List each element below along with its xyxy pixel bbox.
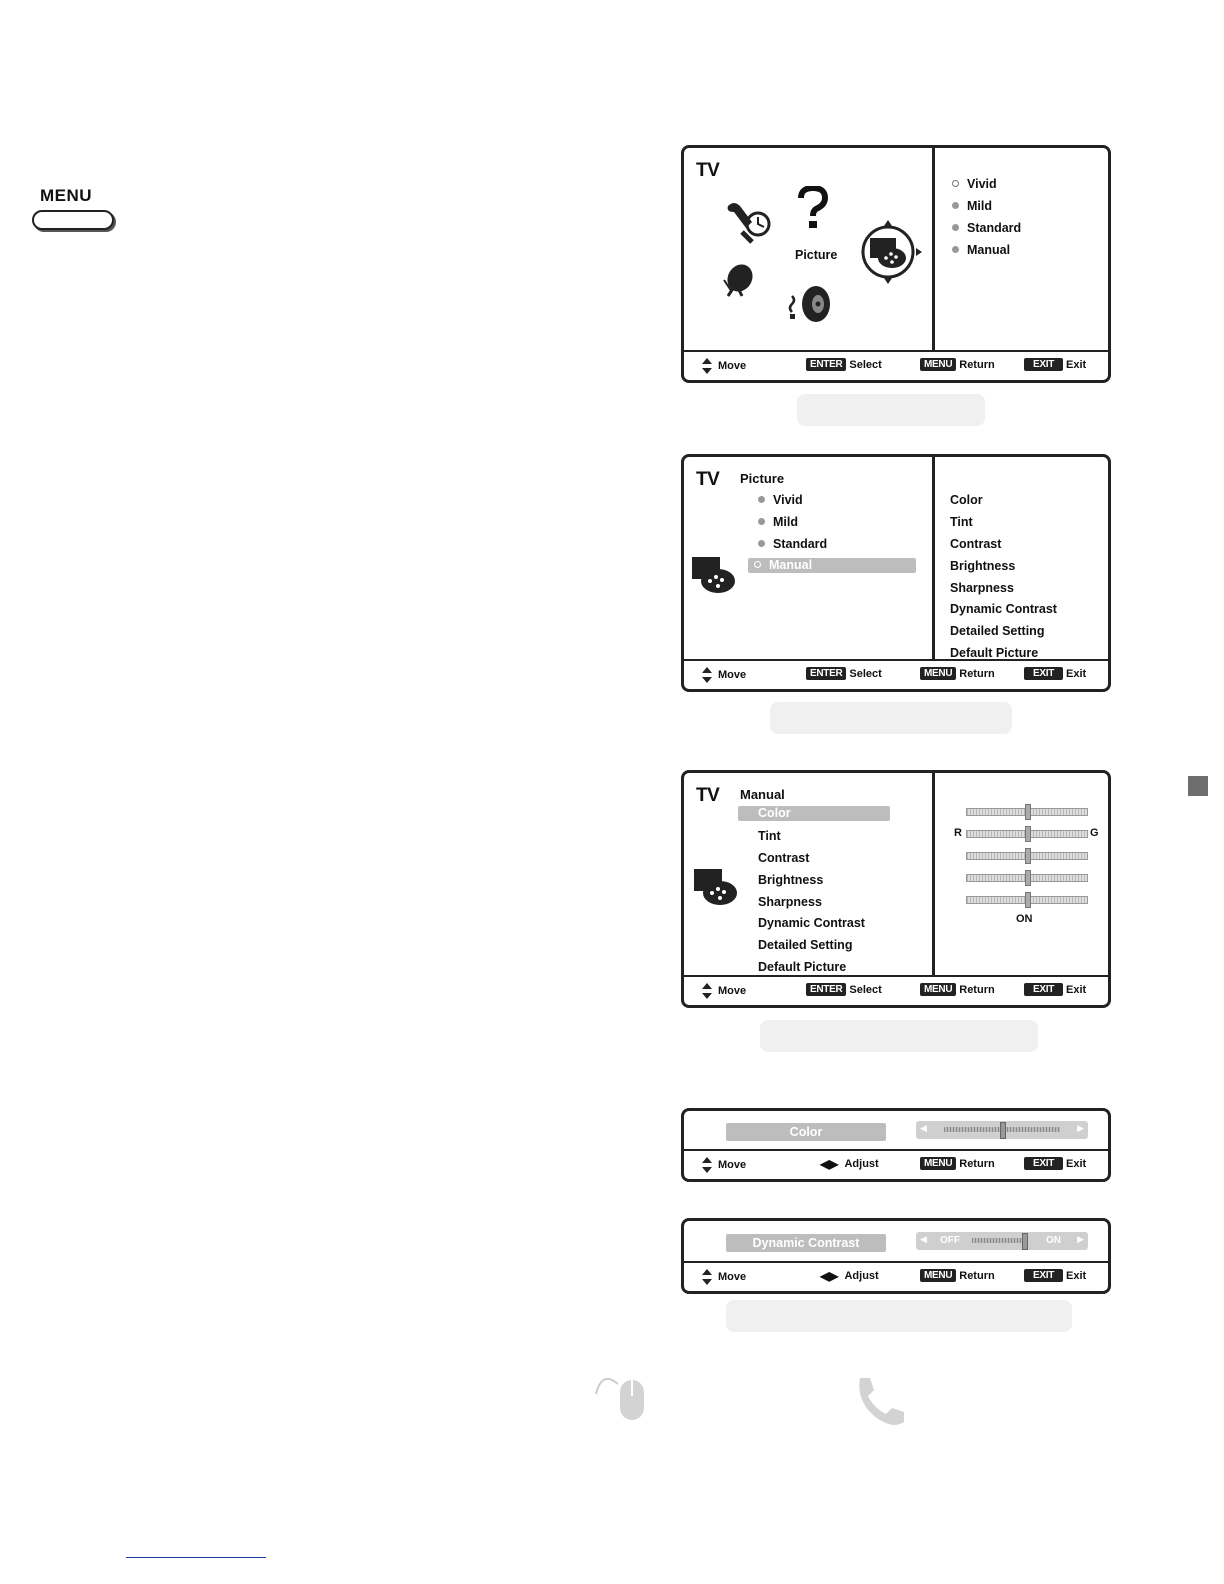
question-icon[interactable] — [796, 186, 830, 230]
nav-return[interactable] — [920, 983, 995, 996]
nav-adjust — [820, 1269, 879, 1283]
slider-knob[interactable] — [1025, 848, 1031, 864]
nav-return-label: Return — [959, 358, 995, 371]
exit-key: EXIT — [1024, 358, 1063, 371]
setting-item[interactable]: Detailed Setting — [758, 938, 853, 952]
menu-key-button — [32, 210, 114, 230]
nav-adjust-label: Adjust — [844, 1270, 879, 1282]
setting-item[interactable]: Sharpness — [758, 895, 822, 909]
on-label: ON — [1046, 1235, 1061, 1246]
panel-divider — [932, 148, 935, 352]
nav-exit[interactable] — [1024, 1157, 1086, 1170]
mode-vivid[interactable] — [758, 493, 803, 507]
nav-select[interactable] — [806, 358, 882, 371]
tint-right-label: G — [1090, 827, 1099, 839]
updown-arrow-icon — [702, 1157, 712, 1173]
slider-knob[interactable] — [1022, 1233, 1028, 1250]
osd-title: TV — [696, 469, 720, 490]
option-vivid[interactable] — [952, 177, 997, 191]
option-manual[interactable] — [952, 243, 1010, 257]
nav-move — [702, 1157, 746, 1173]
setting-color-selected[interactable]: Color — [738, 806, 890, 821]
exit-key: EXIT — [1024, 983, 1063, 996]
setting-item[interactable]: Sharpness — [950, 581, 1014, 595]
dynamic-contrast-label-box: Dynamic Contrast — [726, 1234, 886, 1252]
sharpness-slider[interactable] — [966, 896, 1088, 904]
exit-key: EXIT — [1024, 1269, 1063, 1282]
nav-move-label: Move — [718, 669, 747, 681]
osd-manual-menu — [681, 770, 1111, 1008]
nav-adjust-label: Adjust — [844, 1158, 879, 1170]
breadcrumb: Manual — [740, 787, 785, 802]
osd-picture-menu — [681, 454, 1111, 692]
menu-key — [30, 186, 116, 238]
slider-knob[interactable] — [1025, 870, 1031, 886]
radio-icon — [758, 496, 765, 503]
updown-arrow-icon — [702, 358, 712, 374]
radio-icon — [758, 540, 765, 547]
mode-label: Manual — [769, 558, 813, 572]
mode-label: Standard — [773, 537, 828, 551]
left-right-arrow-icon: ◀▶ — [820, 1269, 839, 1283]
phone-icon — [852, 1374, 908, 1430]
osd-color-adjust — [681, 1108, 1111, 1182]
nav-adjust — [820, 1157, 879, 1171]
menu-key-badge: MENU — [920, 1269, 956, 1282]
radio-icon — [952, 202, 959, 209]
osd-nav-bar — [684, 1151, 1108, 1179]
menu-key-badge: MENU — [920, 1157, 956, 1170]
osd-nav-bar — [684, 1263, 1108, 1291]
nav-exit[interactable] — [1024, 358, 1086, 371]
nav-move-label: Move — [718, 360, 747, 372]
exit-key: EXIT — [1024, 1157, 1063, 1170]
nav-return-label: Return — [959, 1157, 995, 1170]
mode-mild[interactable] — [758, 515, 798, 529]
dynamic-contrast-toggle[interactable] — [916, 1232, 1088, 1250]
nav-exit[interactable] — [1024, 667, 1086, 680]
picture-menu-label: Picture — [795, 248, 838, 262]
mouse-icon — [592, 1366, 650, 1426]
radio-icon — [952, 224, 959, 231]
nav-select-label: Select — [849, 358, 882, 371]
color-slider[interactable] — [966, 808, 1088, 816]
nav-return[interactable] — [920, 1157, 995, 1170]
osd-nav-bar — [684, 661, 1108, 689]
mode-label: Vivid — [773, 493, 803, 507]
picture-palette-icon — [692, 867, 740, 909]
nav-exit-label: Exit — [1066, 667, 1087, 680]
setting-item[interactable]: Default Picture — [758, 960, 847, 974]
osd-nav-bar — [684, 977, 1108, 1005]
setting-item[interactable]: Brightness — [950, 559, 1016, 573]
osd-title: TV — [696, 785, 720, 806]
slider-knob[interactable] — [1000, 1122, 1006, 1139]
mode-manual-selected[interactable] — [748, 558, 916, 573]
slider-track — [972, 1238, 1026, 1243]
nav-exit-label: Exit — [1066, 1157, 1087, 1170]
nav-move-label: Move — [718, 985, 747, 997]
osd-nav-bar — [684, 352, 1108, 380]
wrench-clock-icon[interactable] — [724, 198, 774, 246]
left-right-arrow-icon: ◀▶ — [820, 1157, 839, 1171]
setting-item[interactable]: Default Picture — [950, 646, 1039, 660]
dynamic-contrast-value: ON — [1016, 913, 1033, 925]
nav-move — [702, 1269, 746, 1285]
speaker-icon[interactable] — [788, 282, 834, 326]
caption-placeholder-2 — [770, 702, 1012, 734]
menu-key-badge: MENU — [920, 667, 956, 680]
color-adjust-slider[interactable] — [916, 1121, 1088, 1139]
nav-exit-label: Exit — [1066, 983, 1087, 996]
breadcrumb: Picture — [740, 471, 785, 486]
caption-placeholder-3 — [760, 1020, 1038, 1052]
nav-return-label: Return — [959, 983, 995, 996]
radio-icon — [754, 561, 761, 568]
tint-left-label: R — [954, 827, 962, 839]
caption-placeholder-1 — [797, 394, 985, 426]
option-label: Mild — [967, 199, 992, 213]
panel-divider — [932, 457, 935, 661]
mode-label: Mild — [773, 515, 798, 529]
section-tab-marker — [1188, 776, 1208, 796]
radio-icon — [952, 246, 959, 253]
right-arrow-icon[interactable]: ▶ — [1077, 1234, 1084, 1244]
brightness-slider[interactable] — [966, 874, 1088, 882]
nav-return[interactable] — [920, 667, 995, 680]
nav-select[interactable] — [806, 667, 882, 680]
radio-icon — [952, 180, 959, 187]
option-label: Vivid — [967, 177, 997, 191]
nav-exit-label: Exit — [1066, 358, 1087, 371]
menu-key-label: MENU — [40, 186, 93, 205]
mode-standard[interactable] — [758, 537, 827, 551]
option-mild[interactable] — [952, 199, 992, 213]
nav-return[interactable] — [920, 358, 995, 371]
contrast-slider[interactable] — [966, 852, 1088, 860]
caption-placeholder-4 — [726, 1300, 1072, 1332]
setting-item[interactable]: Detailed Setting — [950, 624, 1045, 638]
nav-exit[interactable] — [1024, 983, 1086, 996]
setting-item[interactable]: Tint — [758, 829, 781, 843]
menu-key-badge: MENU — [920, 358, 956, 371]
nav-select-label: Select — [849, 983, 882, 996]
setting-item[interactable]: Tint — [950, 515, 973, 529]
left-arrow-icon[interactable]: ◀ — [920, 1123, 927, 1133]
osd-title: TV — [696, 160, 720, 181]
updown-arrow-icon — [702, 1269, 712, 1285]
slider-knob[interactable] — [1025, 804, 1031, 820]
nav-move — [702, 358, 746, 374]
footer-link-underline — [126, 1557, 266, 1558]
setting-item[interactable]: Color — [950, 493, 983, 507]
nav-move — [702, 983, 746, 999]
nav-return[interactable] — [920, 1269, 995, 1282]
left-arrow-icon[interactable]: ◀ — [920, 1234, 927, 1244]
tint-slider[interactable] — [966, 830, 1088, 838]
osd-dynamic-contrast-adjust — [681, 1218, 1111, 1294]
nav-select[interactable] — [806, 983, 882, 996]
nav-select-label: Select — [849, 667, 882, 680]
updown-arrow-icon — [702, 983, 712, 999]
satellite-dish-icon[interactable] — [718, 260, 758, 300]
nav-move-label: Move — [718, 1271, 747, 1283]
nav-return-label: Return — [959, 667, 995, 680]
option-label: Standard — [967, 221, 1022, 235]
menu-key-badge: MENU — [920, 983, 956, 996]
nav-move-label: Move — [718, 1159, 747, 1171]
setting-item[interactable]: Dynamic Contrast — [758, 916, 865, 930]
picture-palette-icon — [690, 555, 738, 597]
slider-knob[interactable] — [1025, 892, 1031, 908]
setting-item[interactable]: Contrast — [758, 851, 810, 865]
osd-main-menu — [681, 145, 1111, 383]
off-label: OFF — [940, 1235, 960, 1246]
panel-divider — [932, 773, 935, 977]
picture-palette-icon[interactable] — [856, 216, 928, 288]
enter-key: ENTER — [806, 983, 846, 996]
nav-exit[interactable] — [1024, 1269, 1086, 1282]
setting-item[interactable]: Brightness — [758, 873, 824, 887]
nav-move — [702, 667, 746, 683]
enter-key: ENTER — [806, 667, 846, 680]
nav-return-label: Return — [959, 1269, 995, 1282]
radio-icon — [758, 518, 765, 525]
color-label-box: Color — [726, 1123, 886, 1141]
setting-item[interactable]: Contrast — [950, 537, 1002, 551]
setting-item[interactable]: Dynamic Contrast — [950, 602, 1057, 616]
option-standard[interactable] — [952, 221, 1021, 235]
right-arrow-icon[interactable]: ▶ — [1077, 1123, 1084, 1133]
nav-exit-label: Exit — [1066, 1269, 1087, 1282]
enter-key: ENTER — [806, 358, 846, 371]
option-label: Manual — [967, 243, 1011, 257]
slider-knob[interactable] — [1025, 826, 1031, 842]
exit-key: EXIT — [1024, 667, 1063, 680]
updown-arrow-icon — [702, 667, 712, 683]
